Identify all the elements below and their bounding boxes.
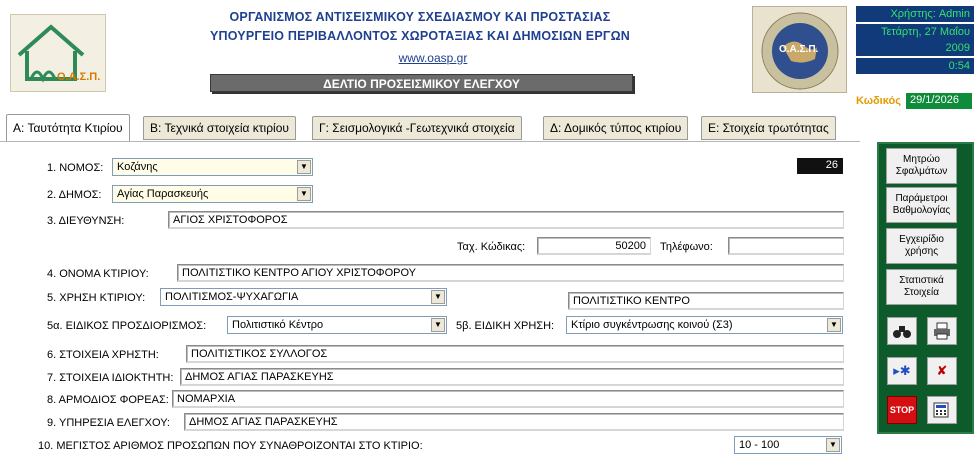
- code-label: Κωδικός: [856, 95, 901, 107]
- inspection-service-label: 9. ΥΠΗΡΕΣΙΑ ΕΛΕΓΧΟΥ:: [47, 417, 170, 429]
- nomos-label: 1. ΝΟΜΟΣ:: [47, 162, 104, 174]
- calculator-icon[interactable]: [927, 396, 957, 424]
- chevron-down-icon[interactable]: ▼: [297, 160, 311, 174]
- seal-text: Ο.Α.Σ.Π.: [779, 44, 819, 55]
- special-definition-label: 5α. ΕΙΔΙΚΟΣ ΠΡΟΣΔΙΟΡΙΣΜΟΣ:: [47, 320, 207, 332]
- owner-field[interactable]: ΔΗΜΟΣ ΑΓΙΑΣ ΠΑΡΑΣΚΕΥΗΣ: [180, 368, 844, 386]
- use-value: ΠΟΛΙΤΙΣΜΟΣ-ΨΥΧΑΓΩΓΙΑ: [165, 291, 299, 303]
- inspection-service-field[interactable]: ΔΗΜΟΣ ΑΓΙΑΣ ΠΑΡΑΣΚΕΥΗΣ: [184, 413, 844, 431]
- session-info-panel: [856, 6, 974, 74]
- authority-field[interactable]: ΝΟΜΑΡΧΙΑ: [172, 390, 844, 408]
- postal-code-label: Ταχ. Κώδικας:: [457, 241, 526, 253]
- user-data-field[interactable]: ΠΟΛΙΤΙΣΤΙΚΟΣ ΣΥΛΛΟΓΟΣ: [186, 345, 844, 363]
- authority-label: 8. ΑΡΜΟΔΙΟΣ ΦΟΡΕΑΣ:: [47, 394, 169, 406]
- chevron-down-icon[interactable]: ▼: [827, 318, 841, 332]
- tab-building-identity[interactable]: Α: Ταυτότητα Κτιρίου: [6, 114, 130, 142]
- new-record-icon[interactable]: ▸✱: [887, 357, 917, 385]
- logo-text: Ο.Α.Σ.Π.: [57, 71, 101, 83]
- chevron-down-icon[interactable]: ▼: [297, 187, 311, 201]
- user-data-label: 6. ΣΤΟΙΧΕΙΑ ΧΡΗΣΤΗ:: [47, 349, 159, 361]
- chevron-down-icon[interactable]: ▼: [431, 290, 445, 304]
- dimos-select[interactable]: [112, 185, 313, 203]
- user-manual-button[interactable]: Εγχειρίδιο χρήσης: [886, 228, 957, 264]
- building-name-label: 4. ΟΝΟΜΑ ΚΤΙΡΙΟΥ:: [47, 268, 149, 280]
- use-description-field[interactable]: ΠΟΛΙΤΙΣΤΙΚΟ ΚΕΝΤΡΟ: [568, 292, 844, 310]
- dimos-label: 2. ΔΗΜΟΣ:: [47, 189, 102, 201]
- record-count: 26: [797, 158, 843, 174]
- printer-icon[interactable]: [927, 317, 957, 345]
- form-banner: ΔΕΛΤΙΟ ΠΡΟΣΕΙΣΜΙΚΟΥ ΕΛΕΓΧΟΥ: [210, 74, 633, 92]
- phone-label: Τηλέφωνο:: [660, 241, 713, 253]
- special-use-value: Κτίριο συγκέντρωσης κοινού (Σ3): [571, 319, 733, 331]
- website-link[interactable]: www.oasp.gr: [398, 51, 468, 65]
- delete-record-icon[interactable]: ✘: [927, 357, 957, 385]
- owner-label: 7. ΣΤΟΙΧΕΙΑ ΙΔΙΟΚΤΗΤΗ:: [47, 372, 174, 384]
- special-definition-select[interactable]: [227, 316, 447, 334]
- chevron-down-icon[interactable]: ▼: [826, 438, 840, 452]
- building-name-field[interactable]: ΠΟΛΙΤΙΣΤΙΚΟ ΚΕΝΤΡΟ ΑΓΙΟΥ ΧΡΙΣΤΟΦΟΡΟΥ: [177, 264, 844, 282]
- postal-code-field[interactable]: 50200: [537, 237, 651, 255]
- dimos-value: Αγίας Παρασκευής: [117, 188, 209, 200]
- use-label: 5. ΧΡΗΣΗ ΚΤΙΡΙΟΥ:: [47, 292, 146, 304]
- max-people-select[interactable]: [734, 436, 842, 454]
- address-field[interactable]: ΑΓΙΟΣ ΧΡΙΣΤΟΦΟΡΟΣ: [168, 211, 844, 229]
- use-select[interactable]: [160, 288, 447, 306]
- date-line2: 2009: [856, 40, 974, 58]
- time-label: 0:54: [948, 60, 970, 72]
- oasp-logo: [10, 14, 106, 92]
- scoring-parameters-button[interactable]: Παράμετροι Βαθμολογίας: [886, 187, 957, 223]
- tab-structural-type[interactable]: Δ: Δομικός τύπος κτιρίου: [543, 116, 688, 140]
- org-title-line1: ΟΡΓΑΝΙΣΜΟΣ ΑΝΤΙΣΕΙΣΜΙΚΟΥ ΣΧΕΔΙΑΣΜΟΥ ΚΑΙ ΠΡΟΣΤΑΣΙΑΣ: [229, 10, 611, 24]
- oasp-seal: [752, 6, 847, 93]
- code-value: 29/1/2026: [906, 93, 972, 109]
- phone-field[interactable]: [728, 237, 844, 255]
- nomos-value: Κοζάνης: [117, 161, 158, 173]
- errors-register-button[interactable]: Μητρώο Σφαλμάτων: [886, 148, 957, 184]
- org-title-line2: ΥΠΟΥΡΓΕΙΟ ΠΕΡΙΒΑΛΛΟΝΤΟΣ ΧΩΡΟΤΑΞΙΑΣ ΚΑΙ ΔΗΜΟΣΙΩΝ ΕΡΓΩΝ: [209, 29, 631, 43]
- chevron-down-icon[interactable]: ▼: [431, 318, 445, 332]
- special-definition-value: Πολιτιστικό Κέντρο: [232, 319, 324, 331]
- tab-technical-data[interactable]: Β: Τεχνικά στοιχεία κτιρίου: [143, 116, 296, 140]
- special-use-label: 5β. ΕΙΔΙΚΗ ΧΡΗΣΗ:: [456, 320, 555, 332]
- stop-icon[interactable]: STOP: [887, 396, 917, 424]
- date-line1: Τετάρτη, 27 Μαΐου: [880, 26, 970, 38]
- address-label: 3. ΔΙΕΥΘΥΝΣΗ:: [47, 215, 125, 227]
- binoculars-icon[interactable]: [887, 317, 917, 345]
- tab-vulnerability-data[interactable]: Ε: Στοιχεία τρωτότητας: [701, 116, 836, 140]
- nomos-select[interactable]: [112, 158, 313, 176]
- statistics-button[interactable]: Στατιστικά Στοιχεία: [886, 269, 957, 305]
- tab-divider: [0, 141, 860, 142]
- user-label: Χρήστης: Admin: [856, 6, 974, 24]
- max-people-value: 10 - 100: [739, 439, 780, 451]
- tab-seismological-data[interactable]: Γ: Σεισμολογικά -Γεωτεχνικά στοιχεία: [312, 116, 522, 140]
- special-use-select[interactable]: [566, 316, 843, 334]
- max-people-label: 10. ΜΕΓΙΣΤΟΣ ΑΡΙΘΜΟΣ ΠΡΟΣΩΠΩΝ ΠΟΥ ΣΥΝΑΘΡΟΙΖΟΝΤΑΙ ΣΤΟ ΚΤΙΡΙΟ:: [38, 440, 423, 452]
